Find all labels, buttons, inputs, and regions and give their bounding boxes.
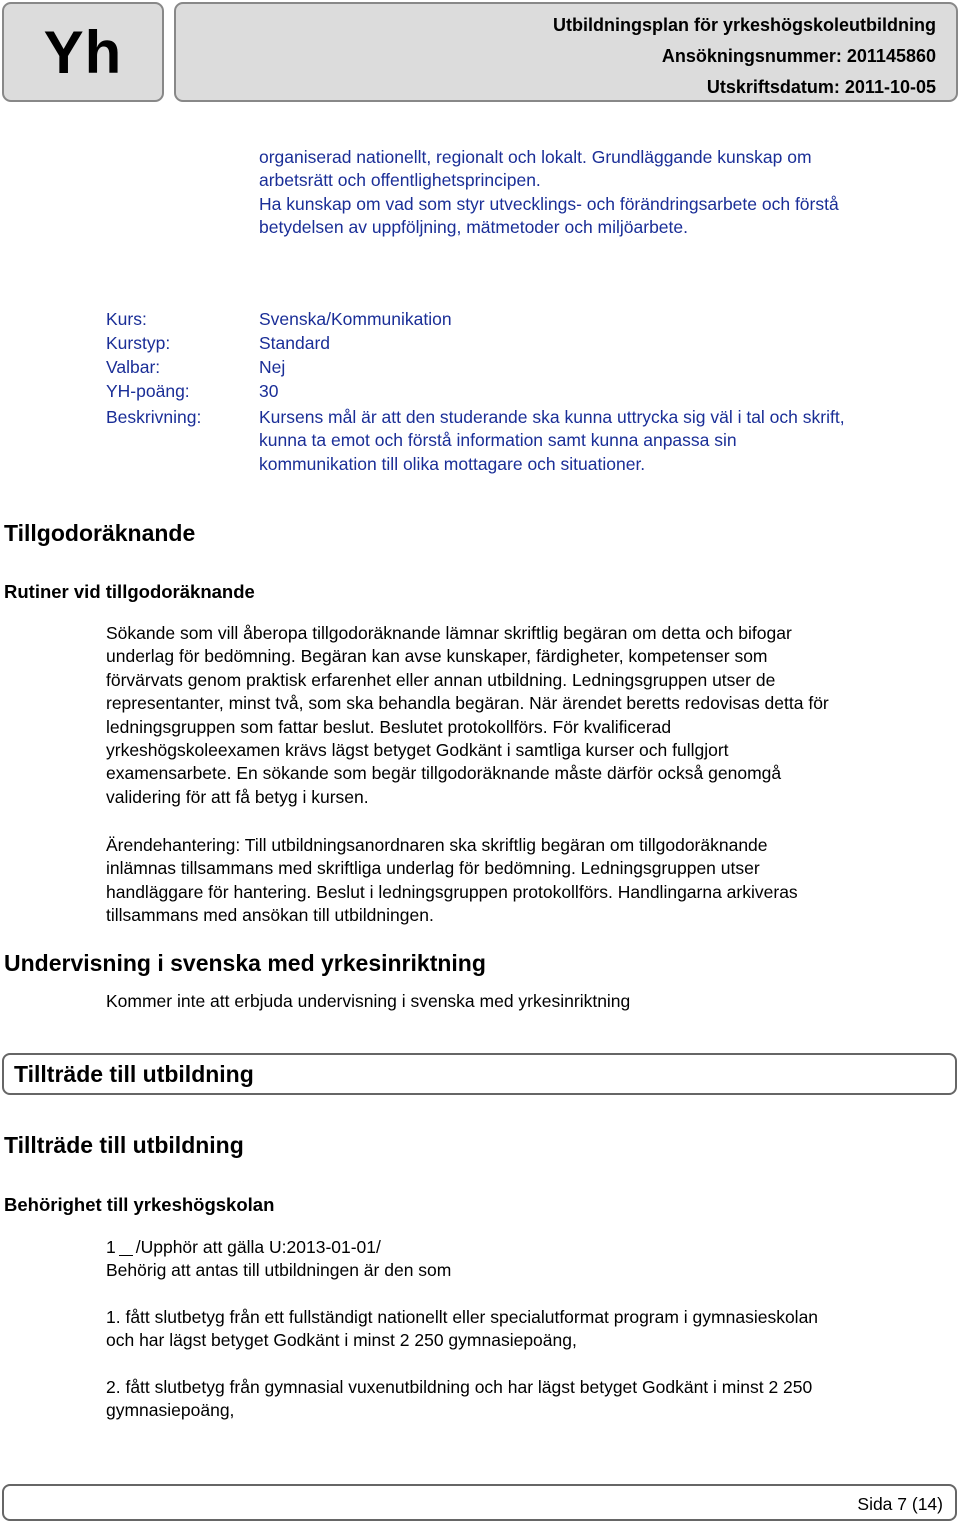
text-line: Sökande som vill åberopa tillgodoräknande lämnar skriftlig begäran om detta och bifogar (106, 623, 792, 643)
credit-paragraph-1 (106, 622, 829, 809)
text-line: validering för att få betyg i kursen. (106, 786, 369, 807)
text-line: ledningsgruppen som fattar beslut. Beslutet protokollförs. För kvalificerad (106, 716, 672, 737)
credit-subheading: Rutiner vid tillgodoräknande (4, 581, 255, 602)
course-type-value: Standard (259, 333, 331, 353)
credit-heading: Tillgodoräknande (4, 520, 196, 546)
underline-spacer (119, 1239, 133, 1256)
credit-paragraph-2 (106, 834, 798, 928)
text-line: betydelsen av uppföljning, mätmetoder och miljöarbete. (259, 217, 688, 238)
swedish-teaching-heading: Undervisning i svenska med yrkesinriktning (4, 950, 486, 976)
description-label: Beskrivning: (106, 407, 202, 427)
text-line: representanter, minst två, som ska behandla begäran. När ärendet beretts redovisas detta för (106, 693, 829, 714)
page-number: Sida 7 (14) (857, 1494, 943, 1514)
text-line: 1. fått slutbetyg från ett fullständigt nationellt eller specialutformat program i gymnasieskolan (106, 1307, 819, 1327)
elective-value: Nej (259, 357, 286, 377)
course-type-label: Kurstyp: (106, 333, 171, 353)
swedish-teaching-text: Kommer inte att erbjuda undervisning i svenska med yrkesinriktning (106, 991, 631, 1011)
application-number: Ansökningsnummer: 201145860 (661, 46, 936, 66)
intro-text (259, 146, 839, 240)
clause-intro: Behörig att antas till utbildningen är den som (106, 1260, 452, 1281)
admission-item-1 (106, 1306, 818, 1353)
points-label: YH-poäng: (106, 381, 190, 401)
footer-box (2, 1484, 957, 1521)
yh-logo: Yh (43, 18, 123, 86)
text-line: förvärvats genom praktisk erfarenhet eller annan utbildning. Ledningsgruppen utser de (106, 669, 776, 690)
clause-number: 1 (106, 1237, 116, 1257)
logo-box (2, 2, 164, 102)
text-line: Ärendehantering: Till utbildningsanordnaren ska skriftlig begäran om tillgodoräknande (106, 835, 768, 855)
course-label: Kurs: (106, 309, 147, 329)
elective-label: Valbar: (106, 357, 161, 377)
text-line: examensarbete. En sökande som begär tillgodoräknande måste därför också genomgå (106, 763, 782, 784)
course-value: Svenska/Kommunikation (259, 309, 452, 329)
text-line: 2. fått slutbetyg från gymnasial vuxenutbildning och har lägst betyget Godkänt i minst 2 250 (106, 1377, 813, 1397)
text-line: handläggare för hantering. Beslut i ledningsgruppen protokollförs. Handlingarna arkiveras (106, 881, 798, 902)
print-date: Utskriftsdatum: 2011-10-05 (706, 77, 936, 97)
admission-subheading: Behörighet till yrkeshögskolan (4, 1194, 275, 1215)
text-line: kommunikation till olika mottagare och situationer. (259, 453, 646, 474)
text-line: gymnasiepoäng, (106, 1400, 235, 1421)
text-line: Kursens mål är att den studerande ska kunna uttrycka sig väl i tal och skrift, (259, 407, 845, 427)
text-line: inlämnas tillsammans med skriftliga underlag för bedömning. Ledningsgruppen utser (106, 858, 760, 879)
clause-note: /Upphör att gälla U:2013-01-01/ (135, 1237, 381, 1257)
admission-clause (106, 1236, 451, 1283)
points-value: 30 (259, 381, 279, 401)
admission-heading: Tillträde till utbildning (4, 1132, 244, 1158)
document-title: Utbildningsplan för yrkeshögskoleutbildning (552, 15, 936, 35)
text-line: arbetsrätt och offentlighetsprincipen. (259, 170, 541, 191)
text-line: organiserad nationellt, regionalt och lokalt. Grundläggande kunskap om (259, 147, 812, 167)
text-line: Ha kunskap om vad som styr utvecklings- och förändringsarbete och förstå (259, 193, 839, 214)
document-header (174, 2, 958, 102)
clause-line (106, 1236, 451, 1259)
text-line: kunna ta emot och förstå information samt kunna anpassa sin (259, 430, 737, 451)
admission-item-2 (106, 1376, 812, 1423)
admission-box-title: Tillträde till utbildning (14, 1061, 254, 1087)
text-line: tillsammans med ansökan till utbildningen. (106, 905, 434, 926)
text-line: underlag för bedömning. Begäran kan avse kunskaper, färdigheter, kompetenser som (106, 646, 768, 667)
description-value (259, 406, 845, 476)
admission-section-box (2, 1053, 957, 1095)
text-line: yrkeshögskoleexamen krävs lägst betyget Godkänt i samtliga kurser och fullgjort (106, 740, 729, 761)
text-line: och har lägst betyget Godkänt i minst 2 250 gymnasiepoäng, (106, 1330, 577, 1351)
